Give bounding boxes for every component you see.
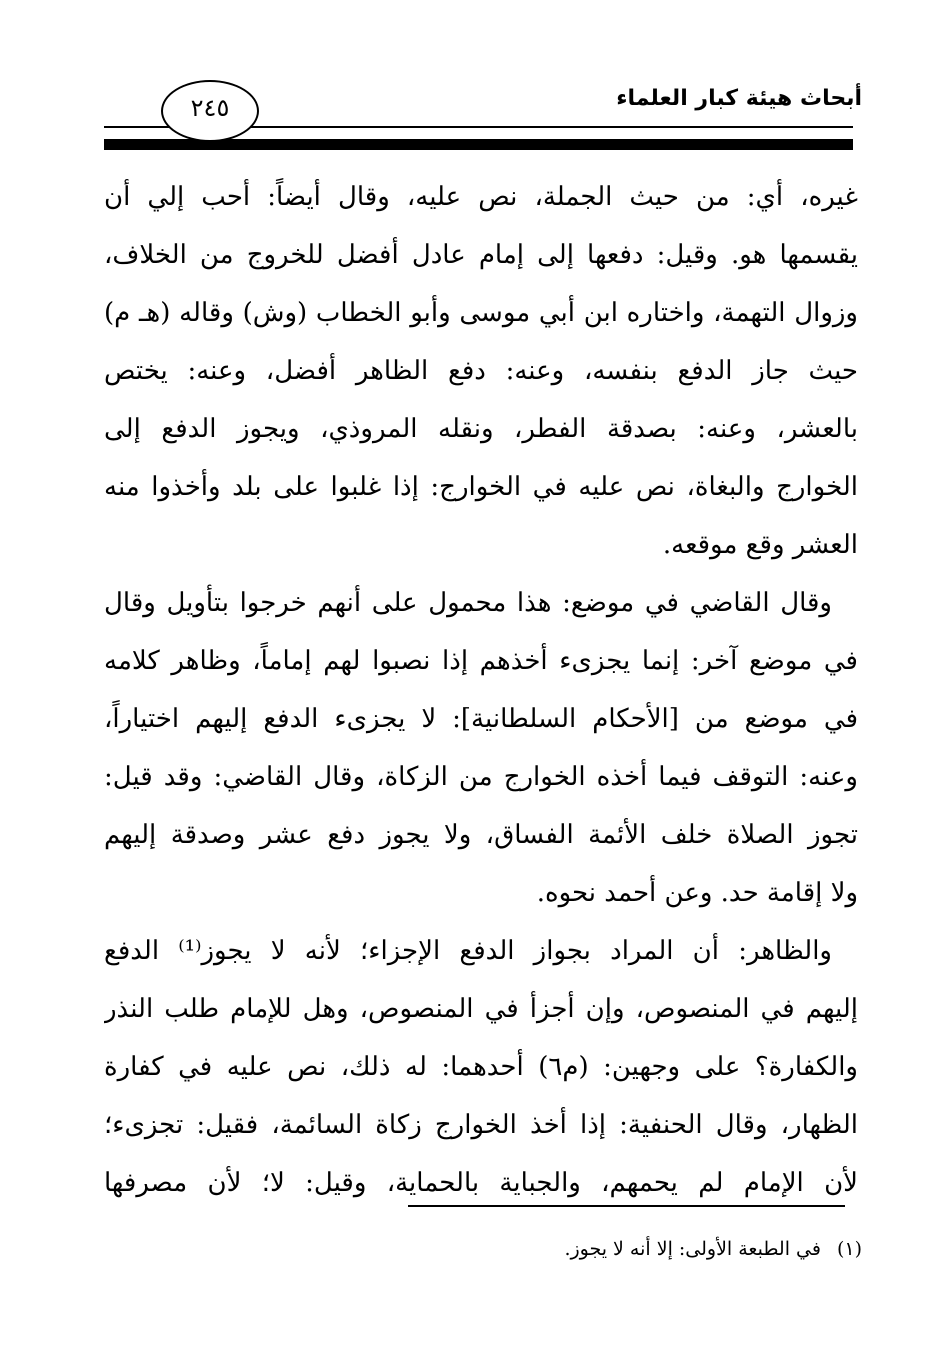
text-line: بالعشر، وعنه: بصدقة الفطر، ونقله المروذي، ويجوز الدفع إلى: [104, 414, 858, 444]
text-line: وقال القاضي في موضع: هذا محمول على أنهم خرجوا بتأويل وقال: [104, 588, 832, 618]
text-line: والكفارة؟ على وجهين: (م٦) أحدهما: له ذلك، نص عليه في كفارة: [104, 1052, 858, 1082]
page-number-oval: [161, 80, 259, 142]
text-line: وعنه: التوقف فيما أخذه الخوارج من الزكاة، وقال القاضي: وقد قيل:: [104, 762, 858, 792]
text-line: العشر وقع موقعه.: [662, 530, 858, 560]
text-line: ولا إقامة حد. وعن أحمد نحوه.: [536, 878, 858, 908]
text-line: في موضع من [الأحكام السلطانية]: لا يجزىء الدفع إليهم اختياراً،: [104, 704, 858, 734]
page-header: [0, 0, 946, 160]
text-line: حيث جاز الدفع بنفسه، وعنه: دفع الظاهر أفضل، وعنه: يختص: [104, 356, 858, 386]
text-line: يقسمها هو. وقيل: دفعها إلى إمام عادل أفضل للخروج من الخلاف،: [104, 240, 858, 270]
text-line: تجوز الصلاة خلف الأئمة الفساق، ولا يجوز دفع عشر وصدقة إليهم: [104, 820, 858, 850]
text-line: الخوارج والبغاة، نص عليه في الخوارج: إذا غلبوا على بلد وأخذوا منه: [104, 472, 858, 502]
text-line: والظاهر: أن المراد بجواز الدفع الإجزاء؛ لأنه لا يجوز⁽¹⁾ الدفع: [104, 936, 832, 966]
text-line: إليهم في المنصوص، وإن أجزأ في المنصوص، وهل للإمام طلب النذر: [104, 994, 858, 1024]
body-text: [104, 168, 858, 1212]
footnote-marker: (١): [836, 1238, 862, 1260]
text-line: لأن الإمام لم يحمهم، والجباية بالحماية، وقيل: لا؛ لأن مصرفها: [104, 1168, 858, 1198]
book-title: أبحاث هيئة كبار العلماء: [616, 86, 862, 111]
text-line: في موضع آخر: إنما يجزىء أخذهم إذا نصبوا لهم إماماً، وظاهر كلامه: [104, 646, 858, 676]
text-line: الظهار، وقال الحنفية: إذا أخذ الخوارج زكاة السائمة، فقيل: تجزىء؛: [104, 1110, 858, 1140]
page-number: ٢٤٥: [190, 94, 230, 122]
footnote-text: في الطبعة الأولى: إلا أنه لا يجوز.: [564, 1238, 821, 1260]
footnote: [564, 1238, 862, 1260]
footnote-separator: [408, 1205, 845, 1207]
text-line: وزوال التهمة، واختاره ابن أبي موسى وأبو الخطاب (وش) وقاله (هـ م): [104, 298, 858, 328]
text-line: غيره، أي: من حيث الجملة، نص عليه، وقال أيضاً: أحب إلي أن: [104, 182, 858, 212]
